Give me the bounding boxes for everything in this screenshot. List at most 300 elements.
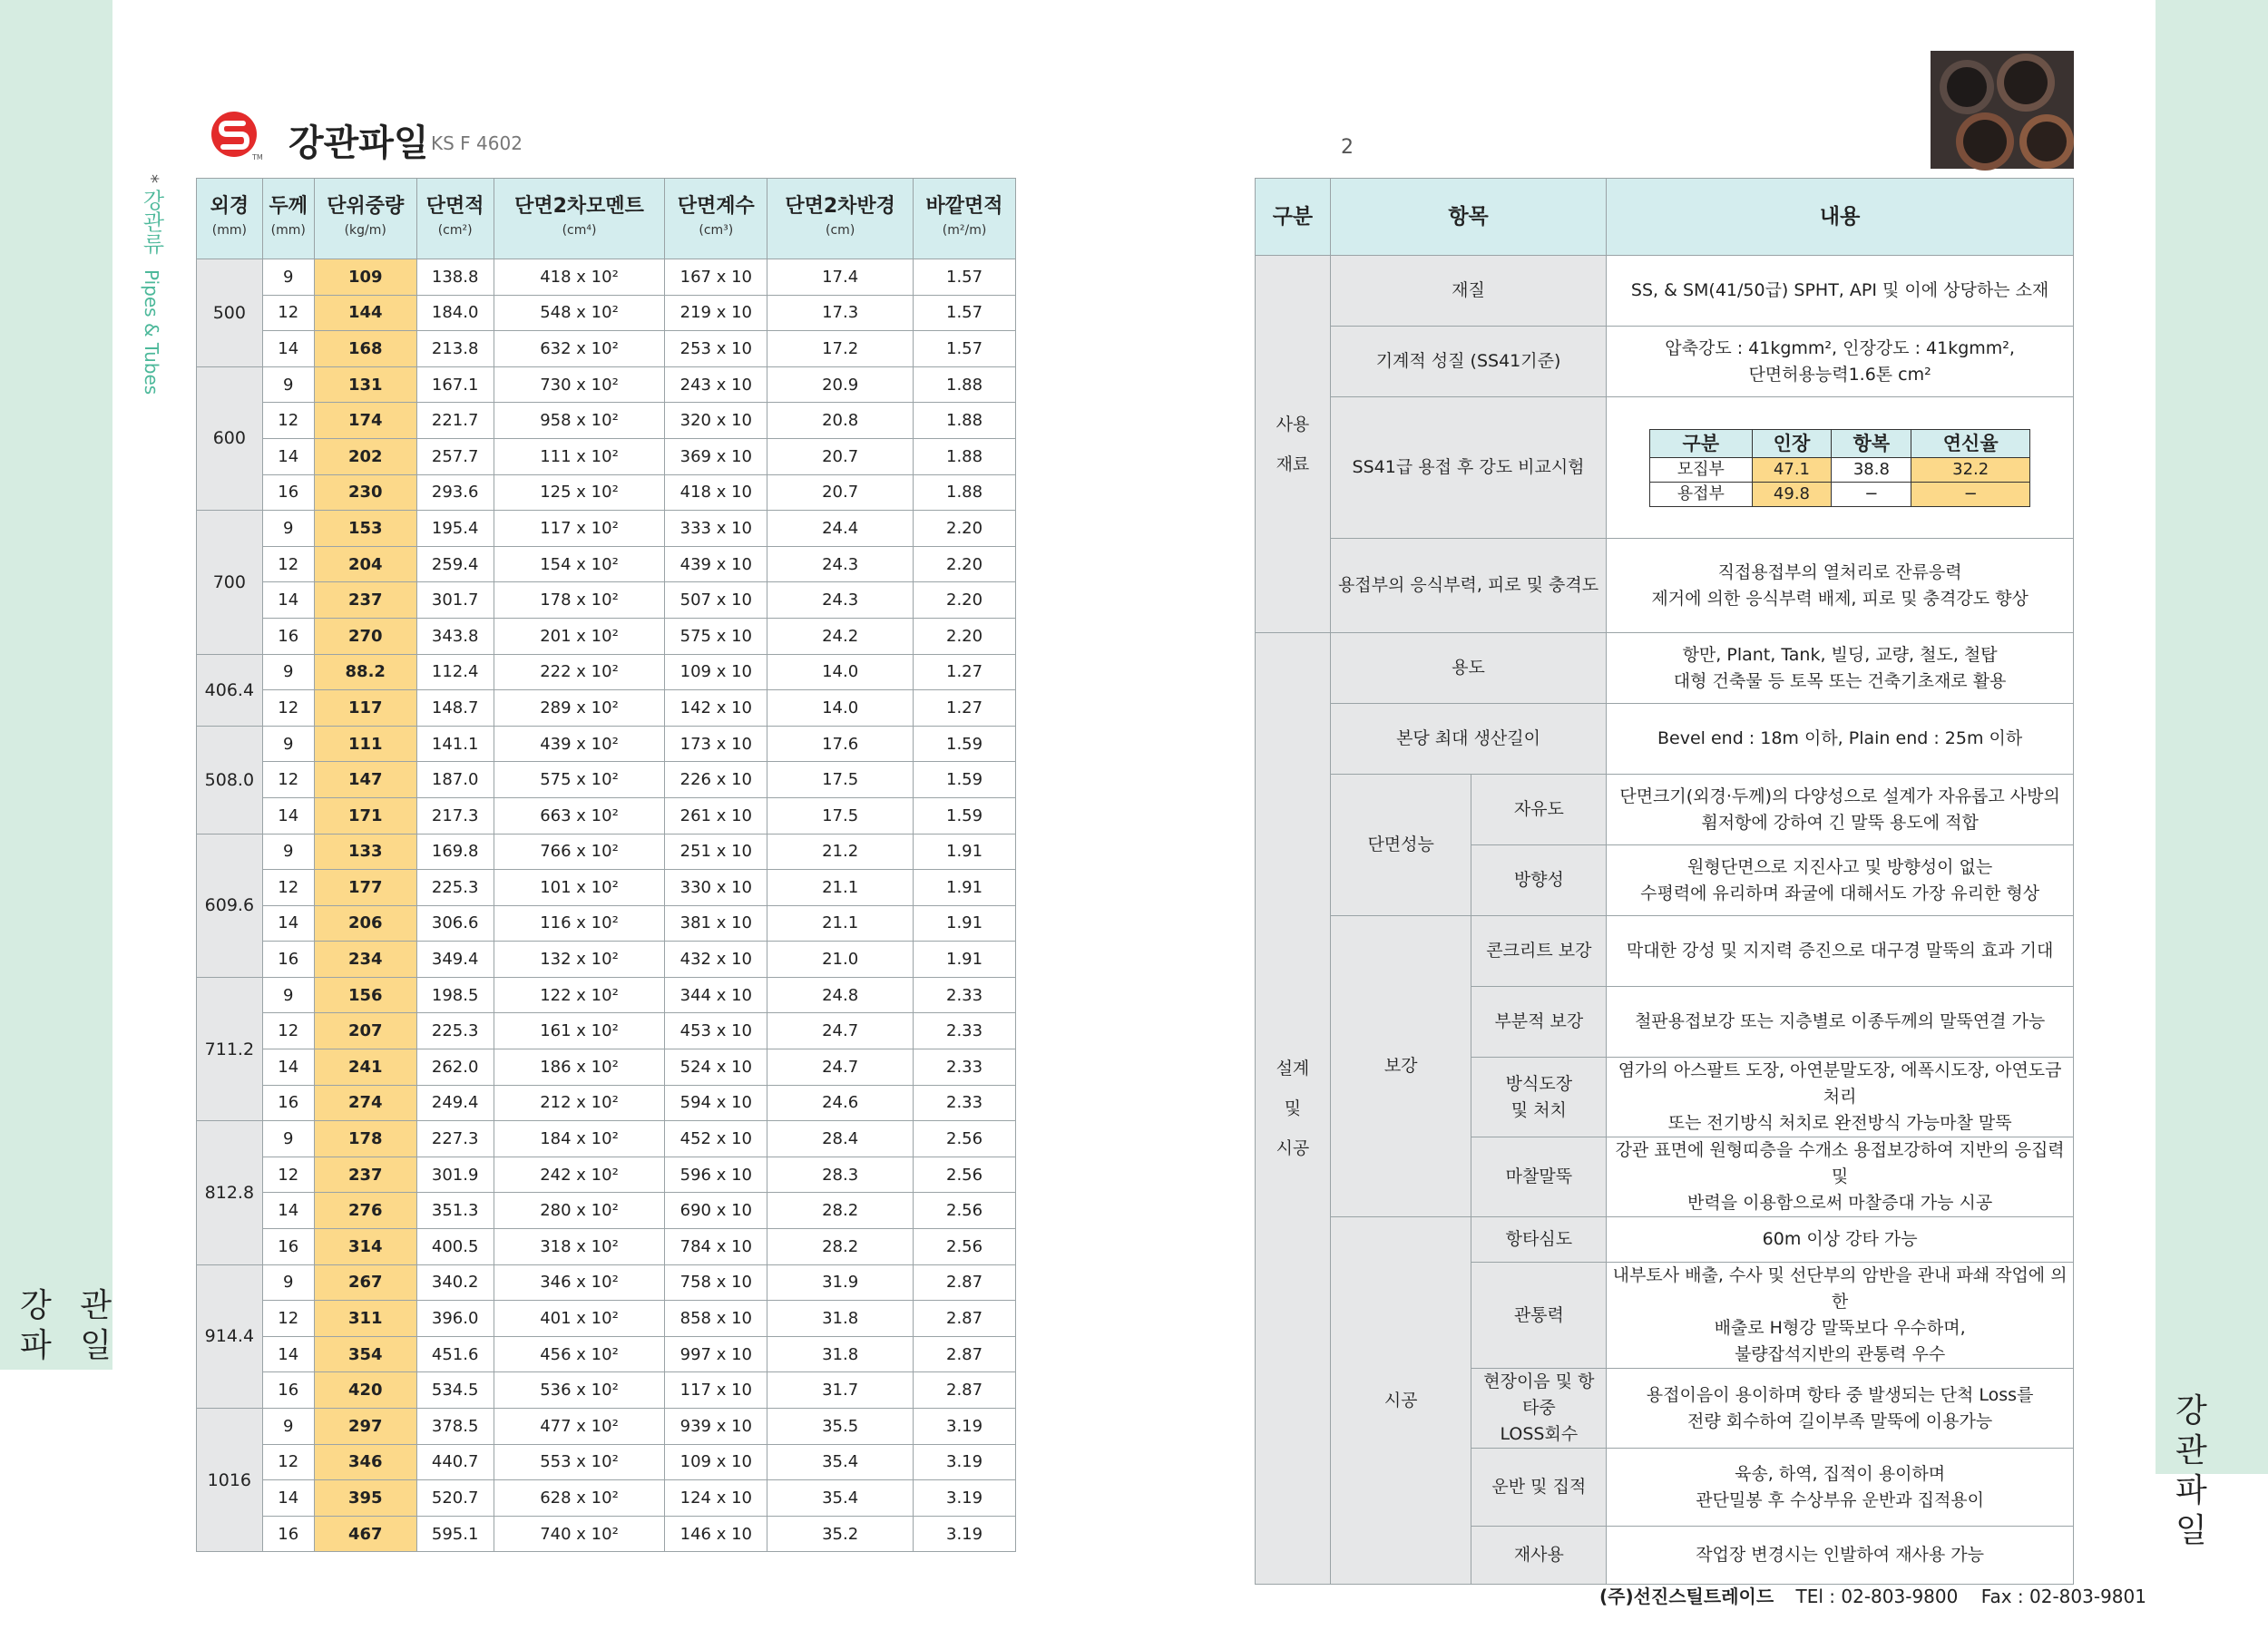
table-cell: 21.1 xyxy=(767,870,914,906)
spec-header-label: 두께 xyxy=(269,195,308,218)
table-cell: 24.2 xyxy=(767,618,914,654)
spec-header-6 xyxy=(767,179,914,259)
table-cell: 20.8 xyxy=(767,403,914,439)
table-cell: 12 xyxy=(262,1013,314,1049)
table-row xyxy=(197,905,1016,942)
table-cell: 168 xyxy=(314,331,416,367)
table-cell: 1.57 xyxy=(914,295,1016,331)
table-cell: 109 xyxy=(314,259,416,296)
content-weld-stress-line1: 직접용접부의 열처리로 잔류응력 xyxy=(1717,561,1962,582)
table-cell: 222 x 10² xyxy=(494,654,665,690)
table-row xyxy=(197,618,1016,654)
table-cell: 1.59 xyxy=(914,797,1016,834)
table-cell: 35.4 xyxy=(767,1480,914,1517)
table-cell: 24.6 xyxy=(767,1085,914,1121)
table-cell: 381 x 10 xyxy=(665,905,767,942)
table-cell: 14 xyxy=(262,331,314,367)
table-cell: 12 xyxy=(262,1444,314,1480)
table-cell: 241 xyxy=(314,1049,416,1086)
table-cell: 12 xyxy=(262,295,314,331)
table-cell: 1.57 xyxy=(914,331,1016,367)
table-cell: 20.7 xyxy=(767,438,914,474)
sub-joint xyxy=(1471,1369,1607,1449)
table-cell: 9 xyxy=(262,654,314,690)
table-cell: 234 xyxy=(314,942,416,978)
spec-header-0 xyxy=(197,179,263,259)
table-cell: 2.33 xyxy=(914,1085,1016,1121)
weld-row2-type: 용접부 xyxy=(1650,482,1752,506)
table-cell: 16 xyxy=(262,942,314,978)
table-cell: 9 xyxy=(262,1121,314,1157)
spec-header-unit: (cm⁴) xyxy=(562,223,597,238)
table-cell: 187.0 xyxy=(416,762,494,798)
table-cell: 349.4 xyxy=(416,942,494,978)
table-row xyxy=(197,977,1016,1013)
table-cell: 253 x 10 xyxy=(665,331,767,367)
table-cell: 9 xyxy=(262,259,314,296)
table-cell: 14 xyxy=(262,1049,314,1086)
table-row xyxy=(197,1516,1016,1552)
table-cell: 21.2 xyxy=(767,834,914,870)
section-reinforcement: 보강 xyxy=(1330,916,1471,1217)
table-cell: 202 xyxy=(314,438,416,474)
content-reuse: 작업장 변경시는 인발하여 재사용 가능 xyxy=(1607,1527,2074,1585)
table-cell: 3.19 xyxy=(914,1480,1016,1517)
table-cell: 520.7 xyxy=(416,1480,494,1517)
table-cell: 88.2 xyxy=(314,654,416,690)
table-cell: 178 xyxy=(314,1121,416,1157)
left-tab-line1: 강 관 xyxy=(20,1287,121,1324)
table-cell: 237 xyxy=(314,1157,416,1193)
spec-header-unit: (cm²) xyxy=(437,223,473,238)
table-cell: 161 x 10² xyxy=(494,1013,665,1049)
spec-table xyxy=(196,178,1016,1552)
table-cell: 396.0 xyxy=(416,1301,494,1337)
right-side-bar xyxy=(2156,0,2268,1474)
table-row xyxy=(197,1013,1016,1049)
table-cell: 9 xyxy=(262,1409,314,1445)
table-cell: 167.1 xyxy=(416,366,494,403)
content-coating xyxy=(1607,1058,2074,1137)
table-cell: 109 x 10 xyxy=(665,1444,767,1480)
table-cell: 230 xyxy=(314,474,416,511)
sub-depth: 항타심도 xyxy=(1471,1217,1607,1263)
sub-coating-line1: 방식도장 xyxy=(1505,1073,1573,1094)
table-cell: 575 x 10² xyxy=(494,762,665,798)
content-weld-stress xyxy=(1607,539,2074,633)
table-cell: 17.3 xyxy=(767,295,914,331)
content-direction xyxy=(1607,845,2074,916)
table-row xyxy=(197,259,1016,296)
table-cell: 111 xyxy=(314,726,416,762)
table-cell: 1.27 xyxy=(914,690,1016,727)
content-direction-line2: 수평력에 유리하며 좌굴에 대해서도 가장 유리한 형상 xyxy=(1640,883,2040,903)
table-cell: 171 xyxy=(314,797,416,834)
table-cell: 766 x 10² xyxy=(494,834,665,870)
item-material: 재질 xyxy=(1330,256,1606,327)
table-cell: 184.0 xyxy=(416,295,494,331)
table-cell: 124 x 10 xyxy=(665,1480,767,1517)
footer-fax: Fax : 02-803-9801 xyxy=(1980,1586,2146,1607)
table-cell: 784 x 10 xyxy=(665,1229,767,1265)
info-header-category: 구분 xyxy=(1256,179,1331,256)
table-cell: 195.4 xyxy=(416,511,494,547)
table-cell: 378.5 xyxy=(416,1409,494,1445)
table-cell: 16 xyxy=(262,474,314,511)
table-cell: 167 x 10 xyxy=(665,259,767,296)
outer-diameter-cell: 500 xyxy=(197,259,263,367)
sub-coating xyxy=(1471,1058,1607,1137)
content-freedom-line2: 휨저항에 강하여 긴 말뚝 용도에 적합 xyxy=(1701,812,1979,833)
table-cell: 453 x 10 xyxy=(665,1013,767,1049)
table-cell: 125 x 10² xyxy=(494,474,665,511)
table-row xyxy=(197,1193,1016,1229)
table-cell: 16 xyxy=(262,1372,314,1409)
content-mechanical-line1: 압축강도 : 41kgmm², 인장강도 : 41kgmm², xyxy=(1665,337,2015,358)
table-cell: 2.33 xyxy=(914,1049,1016,1086)
table-cell: 2.20 xyxy=(914,618,1016,654)
spec-header-label: 단위중량 xyxy=(327,195,405,218)
content-friction xyxy=(1607,1137,2074,1217)
table-cell: 401 x 10² xyxy=(494,1301,665,1337)
table-cell: 17.4 xyxy=(767,259,914,296)
table-row xyxy=(197,1121,1016,1157)
right-tab-line1: 강 관 xyxy=(2175,1392,2216,1469)
category-vertical-label xyxy=(136,174,168,395)
table-cell: 16 xyxy=(262,1229,314,1265)
table-cell: 101 x 10² xyxy=(494,870,665,906)
weld-header-yield: 항복 xyxy=(1832,429,1911,457)
table-cell: 24.8 xyxy=(767,977,914,1013)
table-cell: 237 xyxy=(314,582,416,619)
content-friction-line1: 강관 표면에 원형띠층을 수개소 용접보강하여 지반의 응집력 및 xyxy=(1615,1140,2065,1186)
table-cell: 330 x 10 xyxy=(665,870,767,906)
table-row xyxy=(197,1301,1016,1337)
content-penetration xyxy=(1607,1263,2074,1369)
content-depth: 60m 이상 강타 가능 xyxy=(1607,1217,2074,1263)
table-cell: 2.87 xyxy=(914,1301,1016,1337)
table-cell: 548 x 10² xyxy=(494,295,665,331)
footer-tel: TEl : 02-803-9800 xyxy=(1795,1586,1959,1607)
right-tab-line2: 파 일 xyxy=(2175,1472,2216,1549)
content-transport-line1: 육송, 하역, 집적이 용이하며 xyxy=(1735,1463,1946,1484)
table-cell: 243 x 10 xyxy=(665,366,767,403)
table-row xyxy=(197,1480,1016,1517)
table-cell: 31.8 xyxy=(767,1336,914,1372)
outer-diameter-cell: 711.2 xyxy=(197,977,263,1120)
table-cell: 16 xyxy=(262,618,314,654)
table-cell: 9 xyxy=(262,726,314,762)
table-cell: 346 xyxy=(314,1444,416,1480)
table-row xyxy=(197,726,1016,762)
table-cell: 270 xyxy=(314,618,416,654)
content-direction-line1: 원형단면으로 지진사고 및 방향성이 없는 xyxy=(1687,856,1993,877)
table-cell: 320 x 10 xyxy=(665,403,767,439)
table-cell: 261 x 10 xyxy=(665,797,767,834)
sj-logo-icon xyxy=(210,111,261,161)
sub-partial: 부분적 보강 xyxy=(1471,987,1607,1058)
table-cell: 939 x 10 xyxy=(665,1409,767,1445)
spec-header-label: 외경 xyxy=(210,195,249,218)
table-cell: 439 x 10² xyxy=(494,726,665,762)
table-cell: 2.33 xyxy=(914,1013,1016,1049)
table-cell: 24.7 xyxy=(767,1013,914,1049)
table-cell: 1.91 xyxy=(914,905,1016,942)
info-table xyxy=(1255,178,2074,1585)
outer-diameter-cell: 406.4 xyxy=(197,654,263,726)
table-cell: 1.59 xyxy=(914,762,1016,798)
table-cell: 2.56 xyxy=(914,1157,1016,1193)
category-design-line3: 시공 xyxy=(1276,1138,1310,1158)
svg-text:TM: TM xyxy=(252,153,263,161)
content-joint xyxy=(1607,1369,2074,1449)
outer-diameter-cell: 812.8 xyxy=(197,1121,263,1264)
outer-diameter-cell: 600 xyxy=(197,366,263,510)
table-row xyxy=(197,1085,1016,1121)
table-cell: 142 x 10 xyxy=(665,690,767,727)
table-cell: 958 x 10² xyxy=(494,403,665,439)
table-cell: 267 xyxy=(314,1264,416,1301)
table-cell: 204 xyxy=(314,546,416,582)
table-row xyxy=(197,295,1016,331)
table-cell: 207 xyxy=(314,1013,416,1049)
table-cell: 35.5 xyxy=(767,1409,914,1445)
spec-header-unit: (cm³) xyxy=(699,223,734,238)
table-cell: 2.20 xyxy=(914,582,1016,619)
spec-header-label: 단면2차반경 xyxy=(785,195,895,218)
table-cell: 1.57 xyxy=(914,259,1016,296)
weld-row2-elongation: − xyxy=(1911,482,2030,506)
content-coating-line1: 염가의 아스팔트 도장, 아연분말도장, 에폭시도장, 아연도금 처리 xyxy=(1618,1060,2062,1107)
info-header-content: 내용 xyxy=(1607,179,2074,256)
spec-header-7 xyxy=(914,179,1016,259)
footer xyxy=(1599,1582,2146,1608)
table-cell: 21.1 xyxy=(767,905,914,942)
table-cell: 109 x 10 xyxy=(665,654,767,690)
table-cell: 1.59 xyxy=(914,726,1016,762)
table-cell: 28.4 xyxy=(767,1121,914,1157)
table-row xyxy=(197,403,1016,439)
table-cell: 12 xyxy=(262,690,314,727)
table-cell: 311 xyxy=(314,1301,416,1337)
table-row xyxy=(197,690,1016,727)
table-cell: 225.3 xyxy=(416,1013,494,1049)
table-row xyxy=(197,797,1016,834)
table-cell: 9 xyxy=(262,1264,314,1301)
table-cell: 418 x 10 xyxy=(665,474,767,511)
table-cell: 35.2 xyxy=(767,1516,914,1552)
outer-diameter-cell: 700 xyxy=(197,511,263,654)
table-cell: 116 x 10² xyxy=(494,905,665,942)
table-cell: 31.7 xyxy=(767,1372,914,1409)
sub-transport: 운반 및 집적 xyxy=(1471,1449,1607,1527)
content-penetration-line2: 배출로 H형강 말뚝보다 우수하며, xyxy=(1714,1318,1966,1338)
outer-diameter-cell: 609.6 xyxy=(197,834,263,977)
table-row xyxy=(197,942,1016,978)
weld-header-elongation: 연신율 xyxy=(1911,429,2030,457)
table-cell: 293.6 xyxy=(416,474,494,511)
spec-header-1 xyxy=(262,179,314,259)
table-cell: 17.2 xyxy=(767,331,914,367)
table-cell: 249.4 xyxy=(416,1085,494,1121)
table-cell: 395 xyxy=(314,1480,416,1517)
table-cell: 1.91 xyxy=(914,834,1016,870)
table-cell: 2.87 xyxy=(914,1264,1016,1301)
table-cell: 31.8 xyxy=(767,1301,914,1337)
table-cell: 138.8 xyxy=(416,259,494,296)
table-cell: 17.5 xyxy=(767,762,914,798)
table-row xyxy=(197,1264,1016,1301)
table-cell: 17.5 xyxy=(767,797,914,834)
table-cell: 177 xyxy=(314,870,416,906)
content-freedom-line1: 단면크기(외경·두께)의 다양성으로 설계가 자유롭고 사방의 xyxy=(1619,786,2060,806)
table-cell: 2.87 xyxy=(914,1336,1016,1372)
content-penetration-line3: 불량잡석지반의 관통력 우수 xyxy=(1734,1344,1946,1364)
section-performance: 단면성능 xyxy=(1330,775,1471,916)
table-cell: 259.4 xyxy=(416,546,494,582)
table-cell: 9 xyxy=(262,366,314,403)
table-cell: 351.3 xyxy=(416,1193,494,1229)
weld-row1-tensile: 47.1 xyxy=(1752,457,1832,482)
table-cell: 594 x 10 xyxy=(665,1085,767,1121)
table-cell: 111 x 10² xyxy=(494,438,665,474)
category-material-line2: 재료 xyxy=(1276,454,1310,474)
table-cell: 20.7 xyxy=(767,474,914,511)
spec-header-label: 단면2차모멘트 xyxy=(514,195,644,218)
category-design-line2: 및 xyxy=(1284,1098,1302,1118)
content-friction-line2: 반력을 이용함으로써 마찰증대 가능 시공 xyxy=(1687,1193,1993,1213)
table-cell: 156 xyxy=(314,977,416,1013)
table-row xyxy=(197,511,1016,547)
table-cell: 1.91 xyxy=(914,870,1016,906)
table-cell: 274 xyxy=(314,1085,416,1121)
table-cell: 632 x 10² xyxy=(494,331,665,367)
spec-header-4 xyxy=(494,179,665,259)
table-cell: 148.7 xyxy=(416,690,494,727)
table-cell: 24.7 xyxy=(767,1049,914,1086)
table-cell: 2.20 xyxy=(914,511,1016,547)
left-side-bar xyxy=(0,0,112,1370)
table-cell: 14 xyxy=(262,1193,314,1229)
table-cell: 154 x 10² xyxy=(494,546,665,582)
table-cell: 2.87 xyxy=(914,1372,1016,1409)
table-cell: 131 xyxy=(314,366,416,403)
table-cell: 206 xyxy=(314,905,416,942)
weld-header-tensile: 인장 xyxy=(1752,429,1832,457)
table-cell: 467 xyxy=(314,1516,416,1552)
item-weld-stress: 용접부의 응식부력, 피로 및 충격도 xyxy=(1330,539,1606,633)
spec-header-5 xyxy=(665,179,767,259)
spec-header-unit: (cm) xyxy=(826,223,855,238)
weld-test-table xyxy=(1649,429,2030,507)
sub-direction: 방향성 xyxy=(1471,845,1607,916)
table-cell: 477 x 10² xyxy=(494,1409,665,1445)
table-cell: 12 xyxy=(262,762,314,798)
table-cell: 1.88 xyxy=(914,438,1016,474)
spec-header-unit: (m²/m) xyxy=(942,223,987,238)
table-cell: 17.6 xyxy=(767,726,914,762)
table-cell: 858 x 10 xyxy=(665,1301,767,1337)
table-cell: 9 xyxy=(262,511,314,547)
table-cell: 452 x 10 xyxy=(665,1121,767,1157)
table-cell: 24.3 xyxy=(767,546,914,582)
spec-header-unit: (mm) xyxy=(211,223,247,238)
content-length: Bevel end : 18m 이하, Plain end : 25m 이하 xyxy=(1607,704,2074,775)
table-row xyxy=(197,1444,1016,1480)
table-cell: 1.91 xyxy=(914,942,1016,978)
table-row xyxy=(197,438,1016,474)
table-cell: 242 x 10² xyxy=(494,1157,665,1193)
table-cell: 420 xyxy=(314,1372,416,1409)
table-row xyxy=(197,834,1016,870)
table-cell: 14 xyxy=(262,797,314,834)
table-cell: 14 xyxy=(262,582,314,619)
table-cell: 507 x 10 xyxy=(665,582,767,619)
sub-reuse: 재사용 xyxy=(1471,1527,1607,1585)
content-use xyxy=(1607,633,2074,704)
content-transport xyxy=(1607,1449,2074,1527)
table-cell: 227.3 xyxy=(416,1121,494,1157)
table-cell: 213.8 xyxy=(416,331,494,367)
table-cell: 146 x 10 xyxy=(665,1516,767,1552)
table-cell: 14 xyxy=(262,1480,314,1517)
table-cell: 28.2 xyxy=(767,1229,914,1265)
table-cell: 117 x 10 xyxy=(665,1372,767,1409)
table-cell: 306.6 xyxy=(416,905,494,942)
table-cell: 628 x 10² xyxy=(494,1480,665,1517)
item-length: 본당 최대 생산길이 xyxy=(1330,704,1606,775)
table-cell: 418 x 10² xyxy=(494,259,665,296)
table-row xyxy=(197,762,1016,798)
category-design xyxy=(1256,633,1331,1585)
table-cell: 333 x 10 xyxy=(665,511,767,547)
table-cell: 2.56 xyxy=(914,1193,1016,1229)
star-icon: * xyxy=(141,174,162,183)
weld-header-type: 구분 xyxy=(1650,429,1752,457)
table-cell: 16 xyxy=(262,1085,314,1121)
table-cell: 2.56 xyxy=(914,1229,1016,1265)
table-cell: 219 x 10 xyxy=(665,295,767,331)
table-cell: 153 xyxy=(314,511,416,547)
weld-row1-yield: 38.8 xyxy=(1832,457,1911,482)
table-row xyxy=(197,366,1016,403)
table-row xyxy=(197,331,1016,367)
table-cell: 186 x 10² xyxy=(494,1049,665,1086)
table-cell: 14 xyxy=(262,438,314,474)
category-en: Pipes & Tubes xyxy=(141,268,162,395)
table-row xyxy=(197,546,1016,582)
category-design-line1: 설계 xyxy=(1276,1059,1310,1079)
table-cell: 9 xyxy=(262,977,314,1013)
table-cell: 169.8 xyxy=(416,834,494,870)
table-row xyxy=(197,1372,1016,1409)
section-construction: 시공 xyxy=(1330,1217,1471,1585)
table-cell: 730 x 10² xyxy=(494,366,665,403)
content-partial: 철판용접보강 또는 지층별로 이종두께의 말뚝연결 가능 xyxy=(1607,987,2074,1058)
category-ko: 강관류 xyxy=(139,189,164,255)
content-use-line2: 대형 건축물 등 토목 또는 건축기초재로 활용 xyxy=(1673,670,2007,691)
page-number: 2 xyxy=(1341,136,1354,159)
table-cell: 174 xyxy=(314,403,416,439)
content-freedom xyxy=(1607,775,2074,845)
table-cell: 28.3 xyxy=(767,1157,914,1193)
table-cell: 3.19 xyxy=(914,1516,1016,1552)
table-cell: 524 x 10 xyxy=(665,1049,767,1086)
table-cell: 184 x 10² xyxy=(494,1121,665,1157)
table-cell: 758 x 10 xyxy=(665,1264,767,1301)
table-cell: 262.0 xyxy=(416,1049,494,1086)
table-cell: 178 x 10² xyxy=(494,582,665,619)
